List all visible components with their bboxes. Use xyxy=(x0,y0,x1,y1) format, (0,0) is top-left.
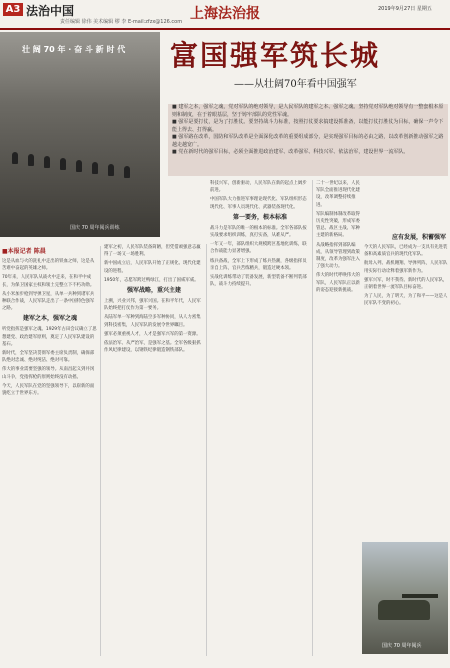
paragraph: 强军必须重视人才，人才是强军兴军的第一资源。 xyxy=(104,331,201,337)
section-title: 法治中国 xyxy=(26,4,75,18)
soldier-figure xyxy=(76,160,82,172)
soldier-figure xyxy=(92,162,98,174)
abstract-item: ■ 建军之本，强军之魂，党对军队的绝对领导，是人民军队的建军之本、强军之魂。坚持党对军队绝对领导有一整套根本原则和制度，在于着眼基层，坚于铸牢部队的党性军魂。 xyxy=(172,104,444,118)
abstract-item: ■ 强军是要打仗，是为了打胜仗。要坚持战斗力标准，按照打仗要求搞建设抓准备，以能打仗打胜仗为目标，确保一声令下能上得去、打得赢。 xyxy=(172,119,444,133)
section-heading: 第一要务，根本标准 xyxy=(232,213,287,221)
page-header xyxy=(0,0,450,30)
column-divider xyxy=(206,244,207,656)
paragraph: 练兵备战，全军上下形成了练兵热潮，各级指挥员亲自上阵，官兵苦练精兵，锻造过硬本领。 xyxy=(210,258,307,271)
tank-gun xyxy=(402,594,438,598)
paragraph: 科技兴军，创新驱动，人民军队在新的起点上阔步前进。 xyxy=(210,181,307,194)
paragraph: 新中国成立后，人民军队开始了正规化、现代化建设的进程。 xyxy=(104,261,201,274)
paragraph: 70年来，人民军队从战火中走来，在和平中成长，为保卫国家主权和领土完整立下不朽功勋。 xyxy=(2,275,95,288)
soldier-figure xyxy=(44,156,50,168)
tank-figure xyxy=(378,600,430,620)
paragraph: 依法治军、从严治军，是强军之基。全军各级狠抓作风纪律建设，以钢铁纪律锻造钢铁部队。 xyxy=(104,341,201,354)
article-column-3 xyxy=(210,180,310,656)
column-divider xyxy=(312,180,313,656)
subheadline: ——从壮阔70年看中国强军 xyxy=(234,79,357,90)
section-heading: 强军战略，重兴主建 xyxy=(126,287,181,295)
paragraph: 航母入列、战机翱翔、导弹列阵，人民军队用实际行动诠释着强军新作为。 xyxy=(364,261,448,274)
paragraph: 从陆军单一军种到海陆空多军种协同，从人力密集到科技密集，人民军队的发展令世界瞩目。 xyxy=(104,315,201,328)
paragraph: 上溯，兴业兴邦，强军兴国。在和平年代，人民军队始终把打仗作为第一要务。 xyxy=(104,299,201,312)
paragraph: 从小米加步枪到导弹卫星，从单一兵种到诸军兵种联合作战，人民军队走出了一条中国特色强军之路。 xyxy=(2,291,95,312)
section-heading: 建军之本，强军之魂 xyxy=(22,315,77,323)
paragraph: 这是从血与火的洗礼中走出的铁血之师，这是从苦难中奋起的英雄之师。 xyxy=(2,259,95,272)
editor-credits: 责任编辑 徐伟 美术编辑 缪 李 E-mail:zfzx@126.com xyxy=(60,19,183,25)
paragraph: 军队编制体制改革取得历史性突破，形成军委管总、战区主战、军种主建的新格局。 xyxy=(316,211,360,239)
photo-watermark: 壮 阔 70 年 · 奋 斗 新 时 代 xyxy=(22,45,126,54)
page-number-badge: A3 xyxy=(3,3,23,16)
paragraph: 二十一世纪以来，人民军队全面推进现代化建设，改革调整持续推进。 xyxy=(316,181,360,208)
photo-caption: 国庆 70 周年阅兵 xyxy=(382,643,422,649)
column-divider xyxy=(100,246,101,656)
paragraph: 伟大的事业需要坚强的领导。从南昌起义到井冈山斗争，党指挥枪的原则始终没有动摇。 xyxy=(2,367,95,380)
issue-date: 2019年9月27日 星期五 xyxy=(378,6,432,12)
paragraph: 为了人民，为了明天，为了和平——这是人民军队不变的初心。 xyxy=(364,294,448,307)
paragraph: 新时代，全军坚决贯彻军委主席负责制，确保部队绝对忠诚、绝对纯洁、绝对可靠。 xyxy=(2,351,95,364)
soldier-figure xyxy=(12,152,18,164)
abstract-item: ■ 党在新时代的强军目标，必须全面推进政治建军、改革强军、科技兴军、依法治军，建设世界一流军队。 xyxy=(172,149,409,155)
parade-photo xyxy=(0,32,160,237)
paragraph: 今天的人民军队，已经成为一支具有先进装备和高素质官兵的现代化军队。 xyxy=(364,245,448,258)
section-heading: 应有发展，积蓄强军 xyxy=(392,234,447,241)
article-column-1 xyxy=(2,258,98,658)
article-column-2 xyxy=(104,244,204,656)
paragraph: 中国军队大力推进军事理论现代化、军队组织形态现代化、军事人员现代化、武器装备现代化。 xyxy=(210,197,307,210)
headline: 富国强军筑长城 xyxy=(170,39,381,72)
photo-caption: 国庆 70 周年阅兵训练 xyxy=(70,225,120,231)
paragraph: 今天，人民军队在党的坚强领导下，以崭新的面貌屹立于世界东方。 xyxy=(2,383,95,397)
abstract-item: ■ 强军路在改革，国防和军队改革是全面深化改革的重要组成部分，是实现强军目标的必由之路，以改革创新推动强军之路越走越宽广。 xyxy=(172,134,444,148)
paragraph: 听党指挥是强军之魂。1929年古田会议确立了思想建党、政治建军原则，奠定了人民军队建设的基石。 xyxy=(2,327,97,347)
paragraph: 伟大的时代呼唤伟大的军队，人民军队正以新的姿态迎接新挑战。 xyxy=(316,273,360,293)
article-column-5 xyxy=(364,244,448,538)
paragraph: 建军之初，人民军队装备简陋，但凭借顽强意志赢得了一场又一场胜利。 xyxy=(104,245,201,258)
soldier-figure xyxy=(28,154,34,166)
paragraph: 战斗力是军队的唯一的根本的标准。全军各部队按实战要求组织训练，真打实备，从难从严。 xyxy=(210,225,307,239)
soldier-figure xyxy=(108,164,114,176)
soldier-figure xyxy=(124,166,130,178)
soldier-figure xyxy=(60,158,66,170)
reporter-byline: ■本报记者 陈晨 xyxy=(2,248,46,255)
abstract-box xyxy=(168,104,448,176)
paragraph: 实战化训练带动了装备发展，新型装备不断列装部队，战斗力持续提升。 xyxy=(210,275,307,288)
tank-photo xyxy=(362,542,448,654)
article-column-4 xyxy=(316,180,360,656)
paragraph: 一年又一年，部队组织大规模跨区基地化训练，联合作战能力显著增强。 xyxy=(210,242,307,255)
newspaper-brand: 上海法治报 xyxy=(190,6,260,22)
paragraph: 强军兴军，时不我待。新时代的人民军队，正朝着世界一流军队目标奋进。 xyxy=(364,277,448,291)
paragraph: 1950年，志愿军跨过鸭绿江，打出了国威军威。 xyxy=(104,277,199,283)
paragraph: 从战略指挥到部队编成，从领导管理到政策制度，改革为强军注入了强大动力。 xyxy=(316,242,360,270)
